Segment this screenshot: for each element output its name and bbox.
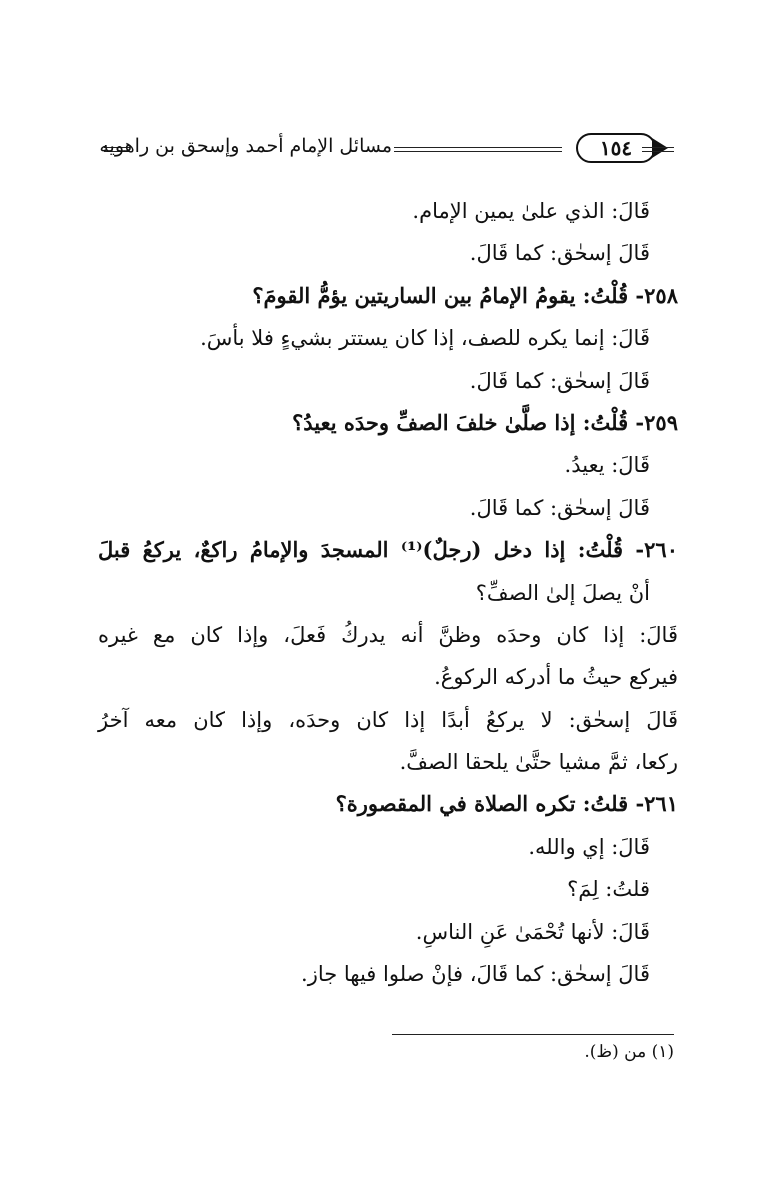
question-line: ٢٦١- قلتُ: تكره الصلاة في المقصورة؟ [335,791,678,817]
text-line: قلتُ: لِمَ؟ [567,877,650,902]
text-line: قَالَ: لأنها تُحْمَىٰ عَنِ الناسِ. [415,919,650,944]
header-rule-right [642,147,674,152]
text-line: قَالَ: يعيدُ. [564,453,650,478]
main-text [98,190,678,995]
question-line: ٢٥٩- قُلْتُ: إذا صلَّىٰ خلفَ الصفِّ وحدَه يعيدُ؟ [292,409,678,435]
text-line: قَالَ: إي والله. [528,834,650,859]
page-header [99,132,674,168]
text-line: فيركع حيثُ ما أدركه الركوعُ. [434,665,678,690]
text-line: أنْ يصلَ إلىٰ الصفِّ؟ [475,580,650,605]
page-number: ١٥٤ [599,136,633,160]
text-line: قَالَ: إنما يكره للصف، إذا كان يستتر بشيءٍ فلا بأسَ. [200,326,650,351]
running-title: مسائل الإمام أحمد وإسحق بن راهويه [99,135,392,157]
text-line: قَالَ إسحٰق: كما قَالَ. [469,495,650,520]
question-line: ٢٦٠- قُلْتُ: إذا دخل (رجلٌ)⁽¹⁾ المسجدَ والإمامُ راكعٌ، يركعُ قبلَ [98,537,678,563]
text-line: قَالَ: إذا كان وحدَه وظنَّ أنه يدركُ فَعلَ، وإذا كان مع غيره [98,622,678,647]
footnote: (١) من (ظ). [584,1042,674,1062]
text-line: قَالَ إسحٰق: كما قَالَ، فإنْ صلوا فيها جاز. [301,962,650,987]
text-line: ركعا، ثمَّ مشيا حتَّىٰ يلحقا الصفَّ. [399,750,678,775]
question-line: ٢٥٨- قُلْتُ: يقومُ الإمامُ بين الساريتين يؤمُّ القومَ؟ [252,282,678,308]
text-line: قَالَ إسحٰق: كما قَالَ. [469,241,650,266]
text-line: قَالَ إسحٰق: لا يركعُ أبدًا إذا كان وحدَه، وإذا كان معه آخرُ [98,707,678,732]
text-line: قَالَ إسحٰق: كما قَالَ. [469,368,650,393]
text-line: قَالَ: الذي علىٰ يمين الإمام. [412,199,650,223]
footnote-divider [392,1034,674,1035]
header-rule-middle [394,147,562,152]
